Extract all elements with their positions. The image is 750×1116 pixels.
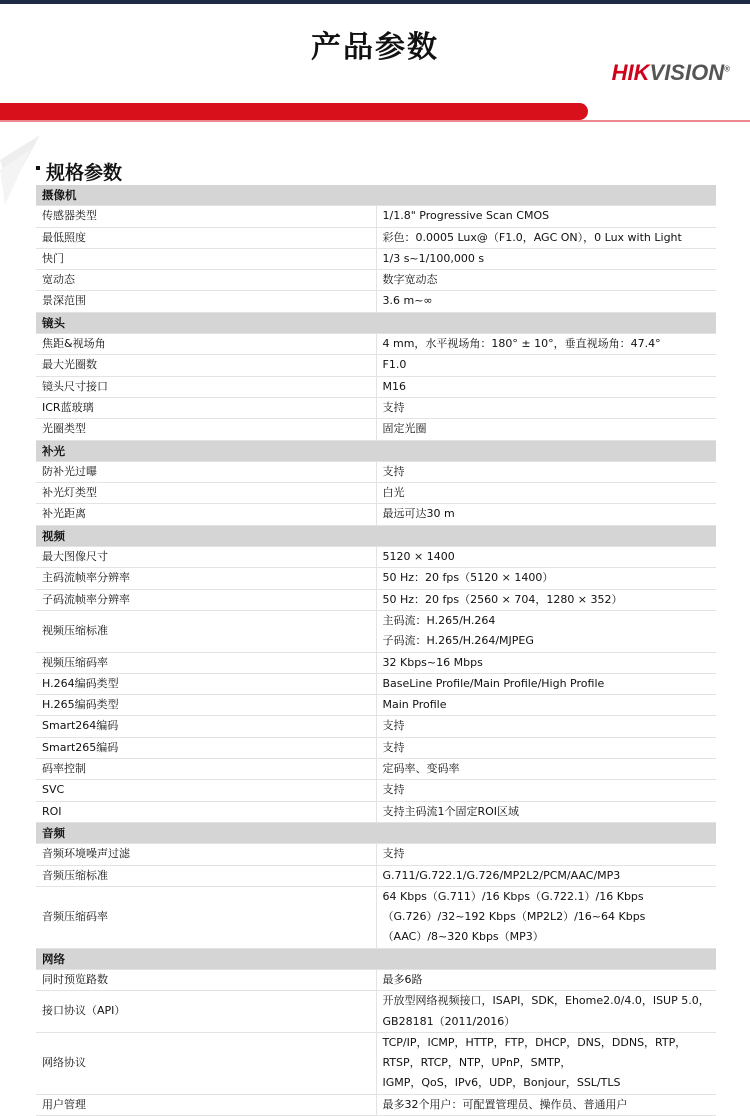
table-row <box>36 291 716 312</box>
spec-value <box>376 589 716 610</box>
spec-label: Smart264编码 <box>36 716 376 737</box>
page-title: 产品参数 <box>311 30 439 65</box>
spec-value-line: 50 Hz：20 fps（5120 × 1400） <box>382 571 554 585</box>
table-row <box>36 652 716 673</box>
table-row <box>36 801 716 822</box>
spec-value <box>376 801 716 822</box>
spec-label: ICR蓝玻璃 <box>36 397 376 418</box>
spec-label: 音频压缩标准 <box>36 865 376 886</box>
spec-value-line: M16 <box>382 379 406 393</box>
spec-value-line: Main Profile <box>382 698 447 712</box>
spec-value <box>376 695 716 716</box>
table-row <box>36 483 716 504</box>
table-row <box>36 504 716 525</box>
spec-value-line: 支持 <box>382 464 405 478</box>
table-row <box>36 759 716 780</box>
table-row <box>36 334 716 355</box>
table-row <box>36 969 716 990</box>
spec-label: 宽动态 <box>36 270 376 291</box>
spec-label: 快门 <box>36 248 376 269</box>
spec-value-line: 主码流：H.265/H.264 <box>382 613 496 627</box>
group-header <box>36 440 716 461</box>
spec-label: ROI <box>36 801 376 822</box>
spec-label: 补光灯类型 <box>36 483 376 504</box>
spec-value <box>376 991 716 1033</box>
spec-value <box>376 461 716 482</box>
spec-value-line: F1.0 <box>382 358 407 372</box>
group-header <box>36 948 716 969</box>
table-row <box>36 397 716 418</box>
section-title: 规格参数 <box>36 158 122 185</box>
spec-value <box>376 652 716 673</box>
spec-label: 补光距离 <box>36 504 376 525</box>
table-row <box>36 248 716 269</box>
group-header <box>36 525 716 546</box>
spec-label: 接口协议（API） <box>36 991 376 1033</box>
spec-value-line: 最多32个用户：可配置管理员、操作员、普通用户 <box>382 1097 628 1111</box>
table-row <box>36 737 716 758</box>
group-title: 摄像机 <box>36 185 716 206</box>
spec-label: 子码流帧率分辨率 <box>36 589 376 610</box>
spec-value-line: 支持主码流1个固定ROI区域 <box>382 804 520 818</box>
spec-value <box>376 206 716 227</box>
brand-logo: HIKVISION® <box>611 60 730 85</box>
group-title: 补光 <box>36 440 716 461</box>
group-title: 视频 <box>36 525 716 546</box>
spec-label: 镜头尺寸接口 <box>36 376 376 397</box>
spec-label: 防补光过曝 <box>36 461 376 482</box>
table-row <box>36 780 716 801</box>
spec-label: SVC <box>36 780 376 801</box>
spec-value <box>376 568 716 589</box>
spec-value-line: 4 mm，水平视场角：180° ± 10°，垂直视场角：47.4° <box>382 337 661 351</box>
spec-value <box>376 716 716 737</box>
top-rule <box>0 0 750 4</box>
spec-value-line: 1/1.8" Progressive Scan CMOS <box>382 209 550 223</box>
table-row <box>36 610 716 652</box>
spec-value-line: 5120 × 1400 <box>382 550 455 564</box>
spec-value-line: 定码率、变码率 <box>382 762 460 776</box>
table-row <box>36 227 716 248</box>
table-row <box>36 589 716 610</box>
table-row <box>36 673 716 694</box>
table-row <box>36 461 716 482</box>
spec-value-line: 1/3 s~1/100,000 s <box>382 251 485 265</box>
table-row <box>36 376 716 397</box>
spec-label: 网络协议 <box>36 1032 376 1094</box>
spec-value-line: 支持 <box>382 740 405 754</box>
table-row <box>36 865 716 886</box>
spec-label: 焦距&视场角 <box>36 334 376 355</box>
spec-value-line: 支持 <box>382 400 405 414</box>
spec-value-line: 白光 <box>382 486 405 500</box>
spec-value-line: 3.6 m~∞ <box>382 294 433 308</box>
group-title: 音频 <box>36 822 716 843</box>
spec-value-line: 最多6路 <box>382 972 423 986</box>
spec-label: 最大图像尺寸 <box>36 547 376 568</box>
spec-value-line: IGMP，QoS，IPv6，UDP，Bonjour，SSL/TLS <box>382 1076 621 1090</box>
spec-label: 传感器类型 <box>36 206 376 227</box>
spec-label: 同时预览路数 <box>36 969 376 990</box>
spec-value-line: 32 Kbps~16 Mbps <box>382 655 483 669</box>
spec-value <box>376 397 716 418</box>
spec-value-line: TCP/IP，ICMP，HTTP，FTP，DHCP，DNS，DDNS，RTP，RTSP，RTCP，NTP，UPnP，SMTP， <box>382 1035 687 1070</box>
spec-value <box>376 865 716 886</box>
spec-value-line: 子码流：H.265/H.264/MJPEG <box>382 634 534 648</box>
spec-label: 视频压缩码率 <box>36 652 376 673</box>
spec-label: 音频环境噪声过滤 <box>36 844 376 865</box>
spec-value <box>376 1094 716 1115</box>
spec-value-line: 最远可达30 m <box>382 507 455 521</box>
spec-value <box>376 334 716 355</box>
spec-value <box>376 355 716 376</box>
spec-value <box>376 759 716 780</box>
spec-value-line: 支持 <box>382 847 405 861</box>
spec-value <box>376 248 716 269</box>
group-title: 镜头 <box>36 312 716 333</box>
table-row <box>36 1032 716 1094</box>
spec-table <box>36 185 716 1116</box>
spec-value <box>376 291 716 312</box>
table-row <box>36 568 716 589</box>
spec-value <box>376 969 716 990</box>
table-row <box>36 716 716 737</box>
spec-label: 景深范围 <box>36 291 376 312</box>
table-row <box>36 419 716 440</box>
spec-value <box>376 737 716 758</box>
table-row <box>36 206 716 227</box>
table-row <box>36 270 716 291</box>
spec-value-line: 开放型网络视频接口，ISAPI，SDK，Ehome2.0/4.0，ISUP 5.0，GB28181（2011/2016） <box>382 994 710 1028</box>
spec-value <box>376 376 716 397</box>
spec-value <box>376 1032 716 1094</box>
bullet-icon <box>36 166 40 170</box>
table-row <box>36 695 716 716</box>
spec-value <box>376 419 716 440</box>
spec-value <box>376 610 716 652</box>
spec-value-line: 支持 <box>382 783 405 797</box>
group-header <box>36 312 716 333</box>
spec-label: 用户管理 <box>36 1094 376 1115</box>
group-title: 网络 <box>36 948 716 969</box>
spec-value <box>376 673 716 694</box>
spec-value <box>376 227 716 248</box>
table-row <box>36 547 716 568</box>
spec-label: 光圈类型 <box>36 419 376 440</box>
spec-value-line: 支持 <box>382 719 405 733</box>
spec-value-line: 50 Hz：20 fps（2560 × 704，1280 × 352） <box>382 592 623 606</box>
spec-value-line: BaseLine Profile/Main Profile/High Profile <box>382 676 605 690</box>
spec-label: Smart265编码 <box>36 737 376 758</box>
group-header <box>36 822 716 843</box>
spec-value <box>376 270 716 291</box>
spec-label: 主码流帧率分辨率 <box>36 568 376 589</box>
header-red-bar <box>0 103 588 120</box>
spec-value-line: 数字宽动态 <box>382 273 438 287</box>
header-red-rule <box>0 120 750 122</box>
spec-value-line: （AAC）/8~320 Kbps（MP3） <box>382 930 544 944</box>
spec-value-line: 固定光圈 <box>382 422 427 436</box>
spec-value <box>376 886 716 948</box>
spec-value <box>376 844 716 865</box>
spec-value-line: 64 Kbps（G.711）/16 Kbps（G.722.1）/16 Kbps（G.726）/32~192 Kbps（MP2L2）/16~64 Kbps <box>382 889 646 924</box>
table-row <box>36 991 716 1033</box>
spec-label: 音频压缩码率 <box>36 886 376 948</box>
spec-label: H.264编码类型 <box>36 673 376 694</box>
spec-label: 最低照度 <box>36 227 376 248</box>
spec-label: 最大光圈数 <box>36 355 376 376</box>
spec-label: H.265编码类型 <box>36 695 376 716</box>
spec-value <box>376 504 716 525</box>
table-row <box>36 844 716 865</box>
table-row <box>36 355 716 376</box>
table-row <box>36 1094 716 1115</box>
spec-value-line: G.711/G.722.1/G.726/MP2L2/PCM/AAC/MP3 <box>382 868 621 882</box>
spec-value-line: 彩色：0.0005 Lux@（F1.0，AGC ON），0 Lux with Light <box>382 230 682 244</box>
spec-value <box>376 780 716 801</box>
spec-label: 视频压缩标准 <box>36 610 376 652</box>
spec-value <box>376 547 716 568</box>
spec-label: 码率控制 <box>36 759 376 780</box>
spec-value <box>376 483 716 504</box>
group-header <box>36 185 716 206</box>
table-row <box>36 886 716 948</box>
